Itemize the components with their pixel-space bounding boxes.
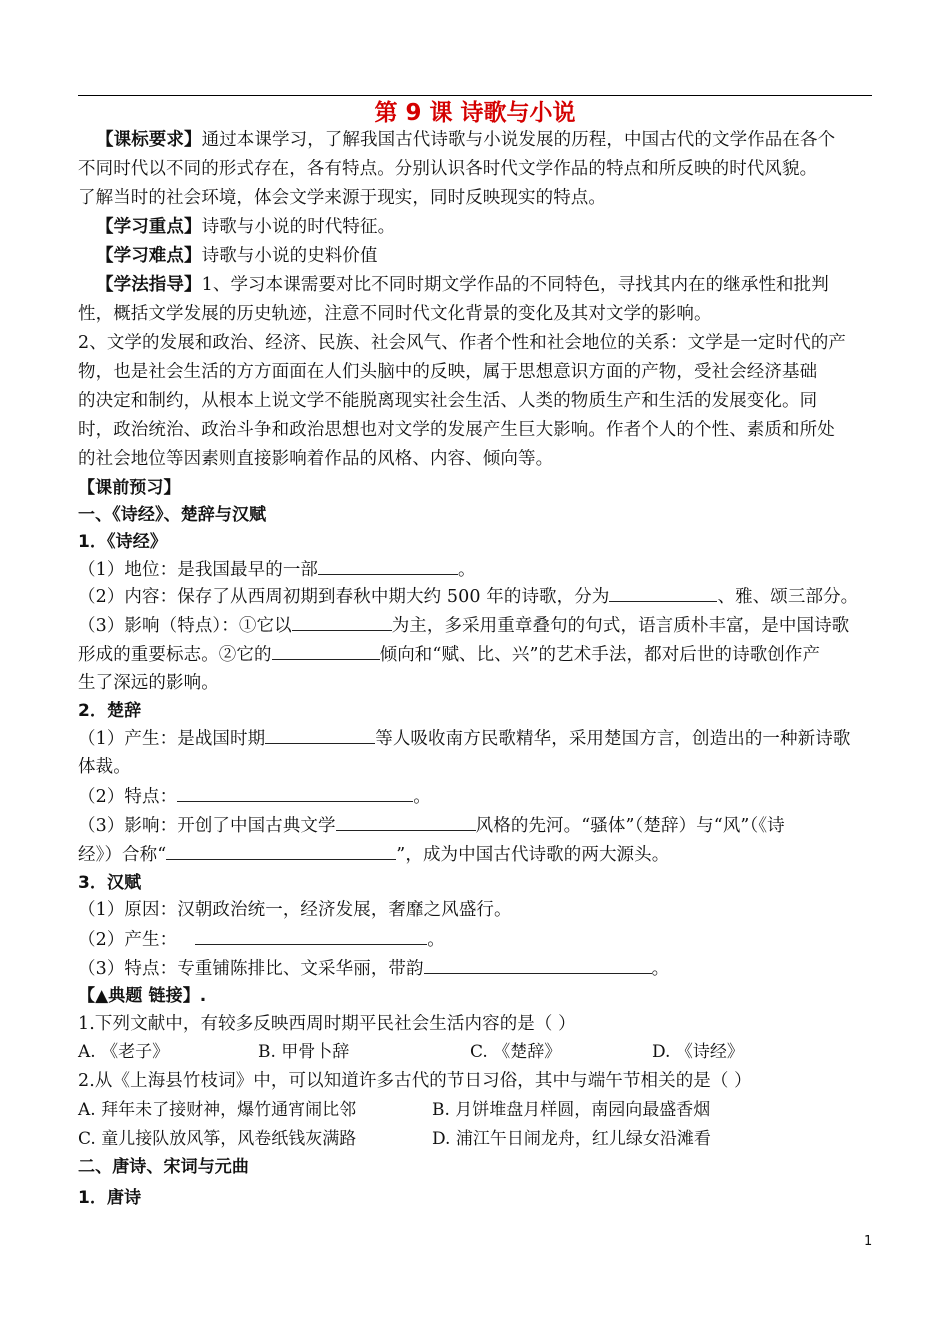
chuci-influence-line-1: （3）影响：开创了中国古典文学 风格的先河。“骚体”（楚辞）与“风”（《诗 — [78, 812, 872, 839]
fill-blank[interactable] — [609, 583, 717, 602]
shijing-status-line: （1）地位：是我国最早的一部 。 — [78, 556, 872, 583]
para2-line-5: 的社会地位等因素则直接影响着作品的风格、内容、倾向等。 — [78, 449, 554, 469]
question-1-stem: 1.下列文献中，有较多反映西周时期平民社会生活内容的是（ ） — [78, 1014, 576, 1034]
q1-option-d[interactable]: D. 《诗经》 — [652, 1042, 744, 1062]
page-number: 1 — [864, 1234, 873, 1249]
difficulty-label: 【学习难点】 — [96, 246, 202, 266]
para2-line-3: 的决定和制约，从根本上说文学不能脱离现实社会生活、人类的物质生产和生活的发展变化。同 — [78, 391, 818, 411]
difficulty-line: 【学习难点】诗歌与小说的史料价值 — [96, 246, 378, 266]
hanfu-cause-line: （1）原因：汉朝政治统一，经济发展，奢靡之风盛行。 — [78, 900, 512, 920]
focus-line: 【学习重点】诗歌与小说的时代特征。 — [96, 217, 396, 237]
chuci-heading: 2．楚辞 — [78, 701, 142, 721]
hanfu-heading: 3．汉赋 — [78, 873, 142, 893]
q2-option-c[interactable]: C. 童儿接队放风筝，风卷纸钱灰满路 — [78, 1129, 357, 1149]
focus-label: 【学习重点】 — [96, 217, 202, 237]
chuci-feature-line: （2）特点： 。 — [78, 783, 872, 810]
hanfu-feature-line: （3）特点：专重铺陈排比、文采华丽，带韵 。 — [78, 955, 872, 982]
q2-option-a[interactable]: A. 拜年未了接财神，爆竹通宵闹比邻 — [78, 1100, 357, 1120]
fill-blank[interactable] — [318, 556, 458, 575]
requirement-line-2: 不同时代以不同的形式存在，各有特点。分别认识各时代文学作品的特点和所反映的时代风貌。 — [78, 159, 818, 179]
fill-blank[interactable] — [272, 641, 380, 660]
method-label: 【学法指导】 — [96, 275, 202, 295]
requirement-line-1: 【课标要求】通过本课学习，了解我国古代诗歌与小说发展的历程，中国古代的文学作品在各个 — [96, 130, 836, 150]
fill-blank[interactable] — [336, 812, 476, 831]
fill-blank[interactable] — [292, 612, 392, 631]
shijing-influence-line-1: （3）影响（特点）：①它以 为主，多采用重章叠句的句式，语言质朴丰富，是中国诗歌 — [78, 612, 872, 639]
q2-option-d[interactable]: D. 浦江午日闹龙舟，红儿绿女沿滩看 — [432, 1129, 711, 1149]
method-line-1: 【学法指导】1、学习本课需要对比不同时期文学作品的不同特色，寻找其内在的继承性和批判 — [96, 275, 829, 295]
question-2-stem: 2.从《上海县竹枝词》中，可以知道许多古代的节日习俗，其中与端午节相关的是（ ） — [78, 1071, 752, 1091]
requirement-line-3: 了解当时的社会环境，体会文学来源于现实，同时反映现实的特点。 — [78, 188, 606, 208]
chuci-origin-line-1: （1）产生：是战国时期 等人吸收南方民歌精华，采用楚国方言，创造出的一种新诗歌 — [78, 725, 872, 752]
requirement-label: 【课标要求】 — [96, 130, 202, 150]
q1-option-b[interactable]: B. 甲骨卜辞 — [258, 1042, 350, 1062]
fill-blank[interactable] — [265, 725, 375, 744]
fill-blank[interactable] — [166, 841, 396, 860]
shijing-influence-line-3: 生了深远的影响。 — [78, 673, 219, 693]
preview-heading: 【课前预习】 — [78, 478, 181, 498]
fill-blank[interactable] — [177, 783, 413, 802]
header-rule — [78, 95, 872, 96]
q2-option-b[interactable]: B. 月饼堆盘月样圆，南园向最盛香烟 — [432, 1100, 711, 1120]
link-heading: 【▲典题 链接】. — [78, 986, 207, 1006]
shijing-content-line: （2）内容：保存了从西周初期到春秋中期大约 500 年的诗歌，分为 、雅、颂三部分。 — [78, 583, 872, 610]
method-line-2: 性，概括文学发展的历史轨迹，注意不同时代文化背景的变化及其对文学的影响。 — [78, 304, 712, 324]
section1-heading: 一、《诗经》、楚辞与汉赋 — [78, 505, 267, 525]
hanfu-origin-line: （2）产生： 。 — [78, 926, 872, 953]
para2-line-2: 物，也是社会生活的方方面面在人们头脑中的反映，属于思想意识方面的产物，受社会经济基础 — [78, 362, 818, 382]
page-title: 第 9 课 诗歌与小说 — [374, 100, 576, 126]
section2-heading: 二、唐诗、宋词与元曲 — [78, 1157, 249, 1177]
shijing-heading: 1．《诗经》 — [78, 532, 167, 552]
chuci-influence-line-2: 经》）合称“ ”，成为中国古代诗歌的两大源头。 — [78, 841, 872, 868]
para2-line-4: 时，政治统治、政治斗争和政治思想也对文学的发展产生巨大影响。作者个人的个性、素质和所处 — [78, 420, 835, 440]
shijing-influence-line-2: 形成的重要标志。②它的 倾向和“赋、比、兴”的艺术手法，都对后世的诗歌创作产 — [78, 641, 872, 668]
fill-blank[interactable] — [424, 955, 652, 974]
fill-blank[interactable] — [195, 926, 427, 945]
q1-option-c[interactable]: C. 《楚辞》 — [470, 1042, 562, 1062]
chuci-origin-line-2: 体裁。 — [78, 757, 131, 777]
tangshi-heading: 1．唐诗 — [78, 1188, 142, 1208]
q1-option-a[interactable]: A. 《老子》 — [78, 1042, 170, 1062]
para2-line-1: 2、文学的发展和政治、经济、民族、社会风气、作者个性和社会地位的关系：文学是一定时代的产 — [78, 333, 847, 353]
